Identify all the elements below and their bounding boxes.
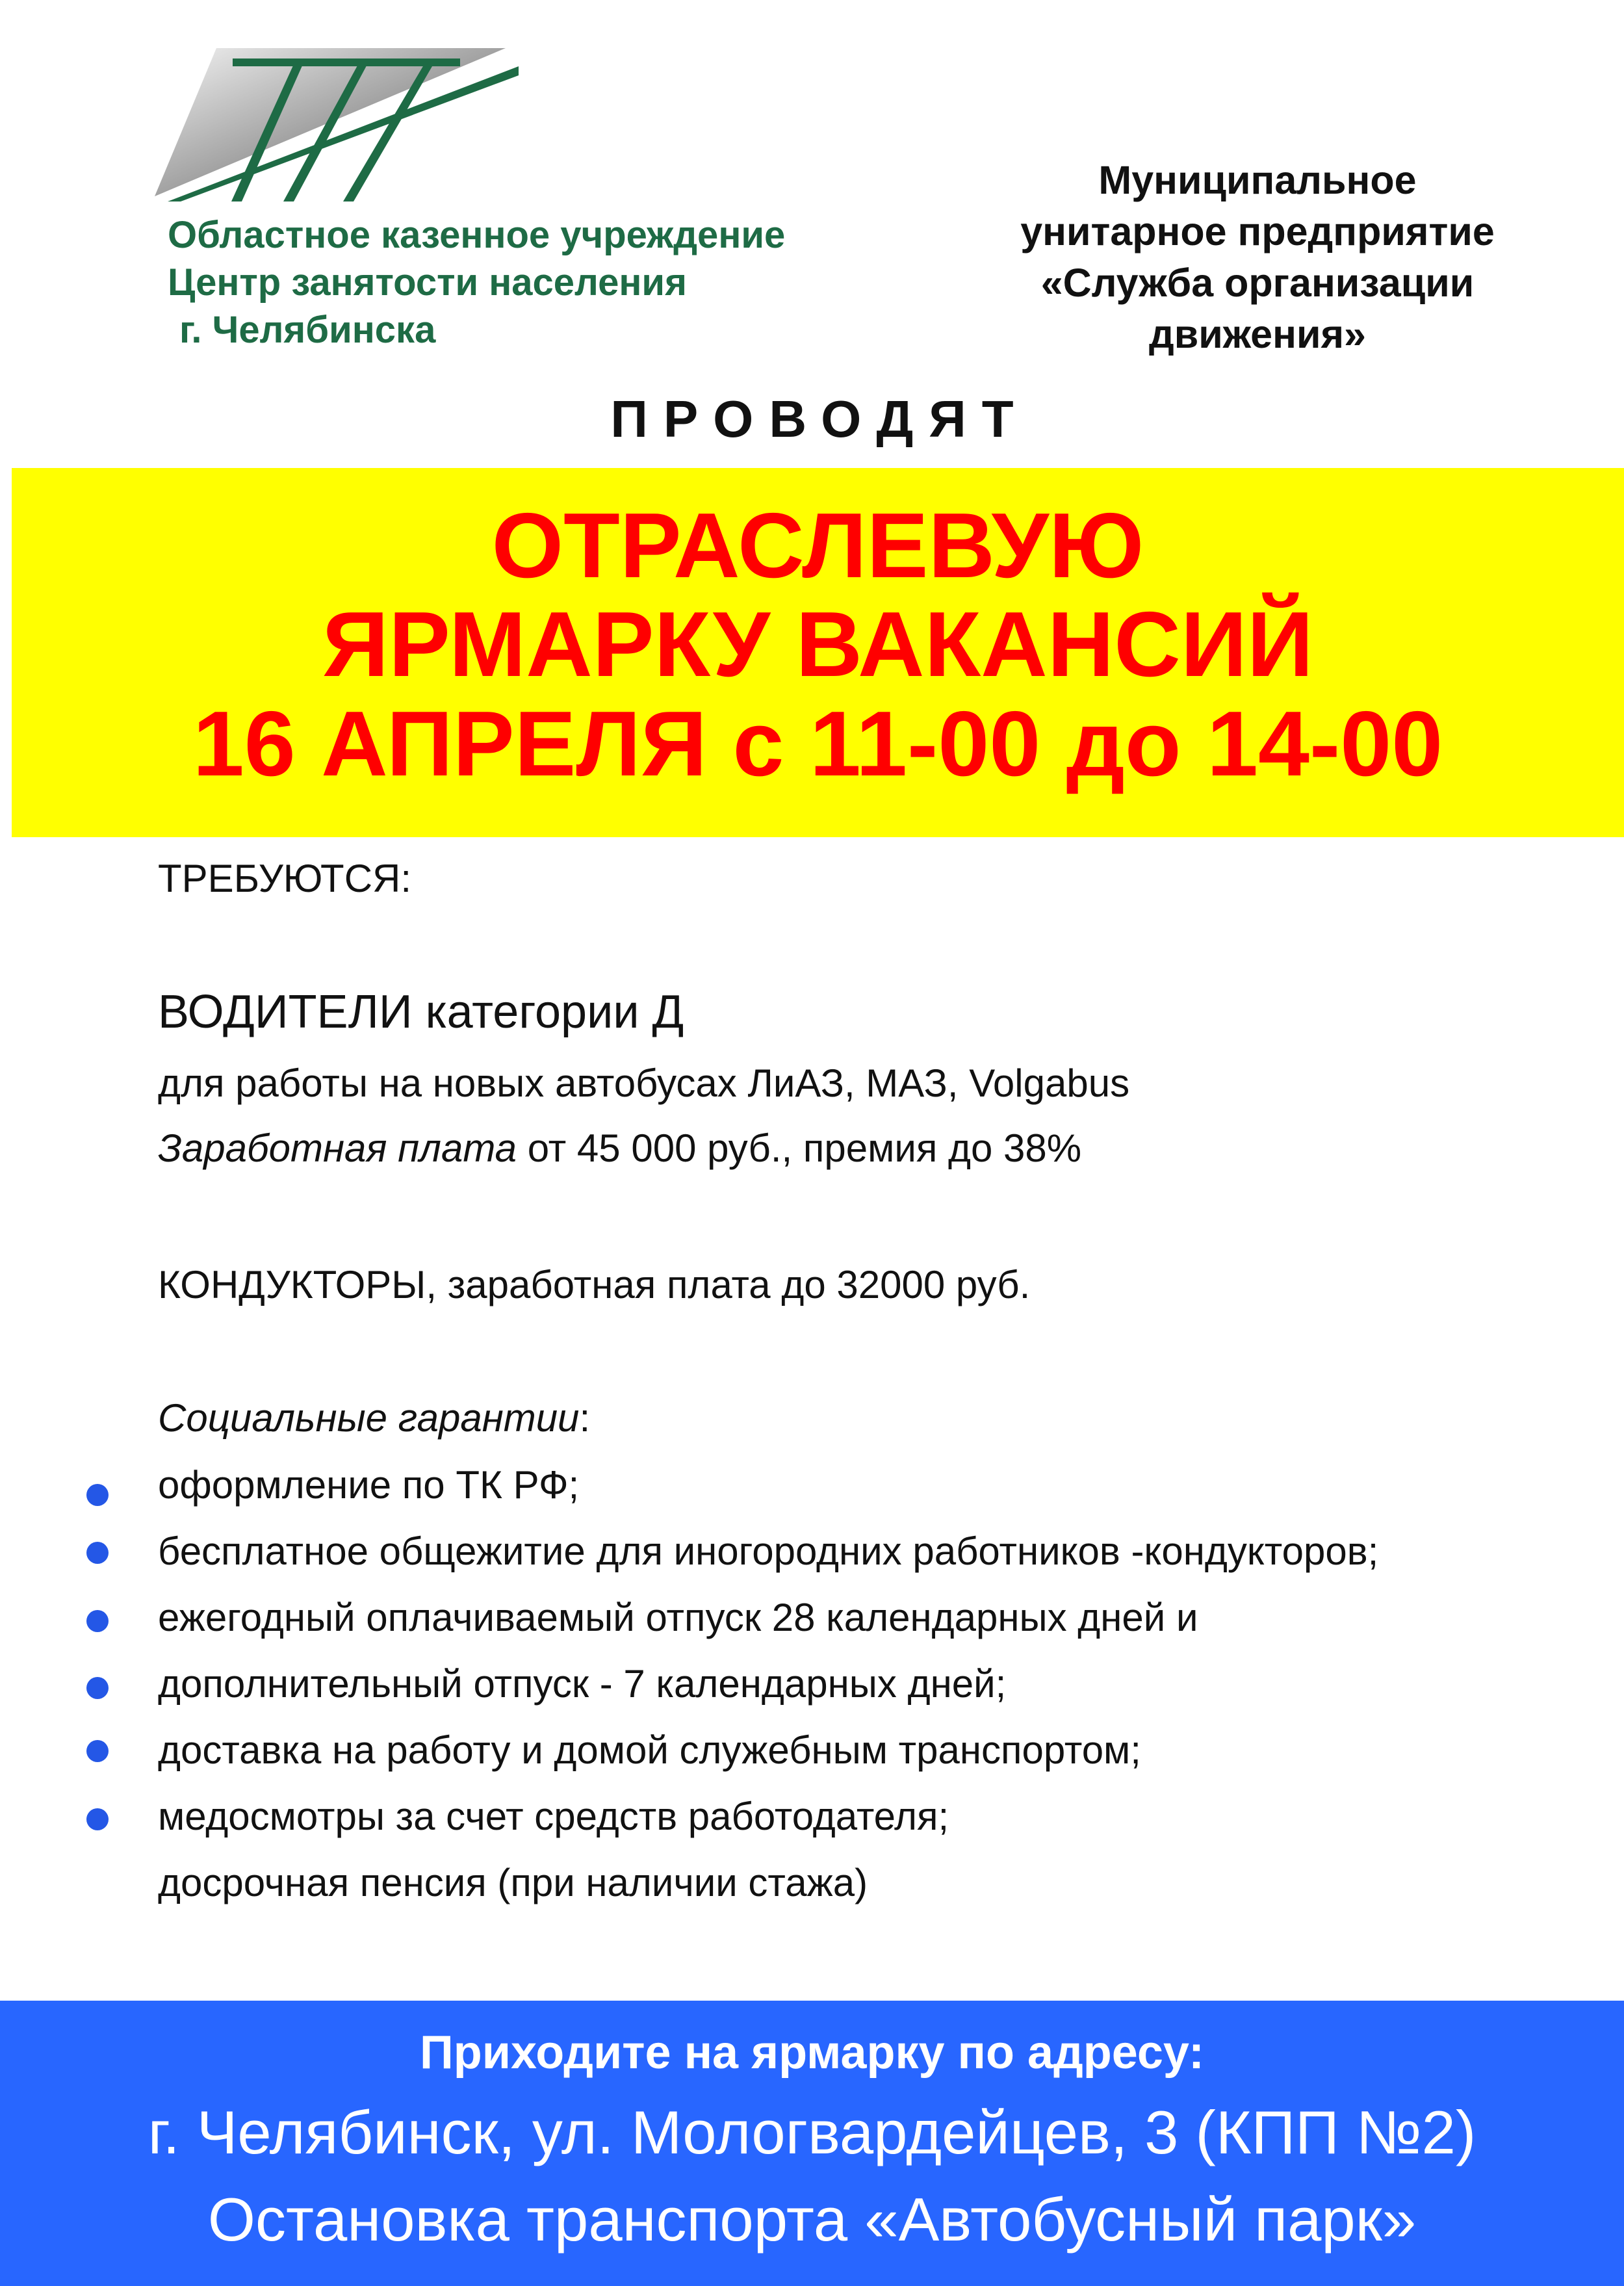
bullet-icon	[86, 1542, 109, 1564]
bullet-icon	[86, 1610, 109, 1632]
bullet-icon	[86, 1484, 109, 1506]
banner-date-time: 16 АПРЕЛЯ с 11-00 до 14-00	[192, 692, 1443, 796]
employment-center-logo	[155, 47, 519, 203]
footer-bus-stop: Остановка транспорта «Автобусный парк»	[207, 2185, 1417, 2254]
guarantee-item: медосмотры за счет средств работодателя;	[158, 1795, 949, 1838]
guarantee-item: доставка на работу и домой служебным транспортом;	[158, 1728, 1141, 1772]
footer-invitation: Приходите на ярмарку по адресу:	[420, 2027, 1204, 2079]
social-label: Социальные гарантии	[158, 1396, 580, 1440]
employment-center-name	[168, 211, 915, 354]
org-right-line-3: «Служба организации	[1040, 261, 1475, 305]
org-right-line-2: унитарное предприятие	[1020, 209, 1495, 253]
salary-value: от 45 000 руб., премия до 38%	[517, 1126, 1082, 1170]
guarantee-item: досрочная пенсия (при наличии стажа)	[158, 1861, 868, 1904]
footer-address: г. Челябинск, ул. Мологвардейцев, 3 (КПП №2)	[148, 2098, 1476, 2166]
address-footer	[0, 2001, 1624, 2286]
conduct-heading: ПРОВОДЯТ	[610, 390, 1029, 448]
social-colon: :	[579, 1396, 591, 1440]
banner-title-line-2: ЯРМАРКУ ВАКАНСИЙ	[322, 593, 1313, 696]
job-fair-banner	[12, 468, 1624, 837]
drivers-buses: для работы на новых автобусах ЛиАЗ, МАЗ, Volgabus	[158, 1061, 1130, 1105]
org-right-line-1: Муниципальное	[1098, 158, 1417, 202]
org-left-line-3: г. Челябинска	[179, 309, 436, 351]
banner-title-line-1: ОТРАСЛЕВУЮ	[491, 494, 1144, 597]
guarantee-item: дополнительный отпуск - 7 календарных дней;	[158, 1662, 1007, 1706]
drivers-title: ВОДИТЕЛИ	[158, 986, 413, 1038]
salary-label: Заработная плата	[158, 1126, 517, 1170]
guarantee-item: бесплатное общежитие для иногородних работников -кондукторов;	[158, 1529, 1379, 1573]
bullet-icon	[86, 1677, 109, 1699]
guarantee-item: оформление по ТК РФ;	[158, 1463, 580, 1507]
drivers-heading	[158, 988, 684, 1036]
org-left-line-1: Областное казенное учреждение	[168, 214, 786, 256]
org-right-line-4: движения»	[1149, 312, 1366, 356]
conductors-salary: , заработная плата до 32000 руб.	[426, 1263, 1031, 1306]
org-left-line-2: Центр занятости населения	[168, 261, 687, 304]
guarantee-item: ежегодный оплачиваемый отпуск 28 календарных дней и	[158, 1596, 1198, 1639]
conductors-title: КОНДУКТОРЫ	[158, 1263, 426, 1306]
bullet-icon	[86, 1808, 109, 1830]
transport-enterprise-name	[962, 155, 1553, 360]
social-guarantees-heading	[158, 1394, 590, 1442]
drivers-salary	[158, 1124, 1081, 1173]
conductors-line	[158, 1261, 1030, 1309]
drivers-category: категории Д	[412, 986, 684, 1038]
required-heading: ТРЕБУЮТСЯ:	[158, 857, 412, 900]
bullet-icon	[86, 1740, 109, 1762]
